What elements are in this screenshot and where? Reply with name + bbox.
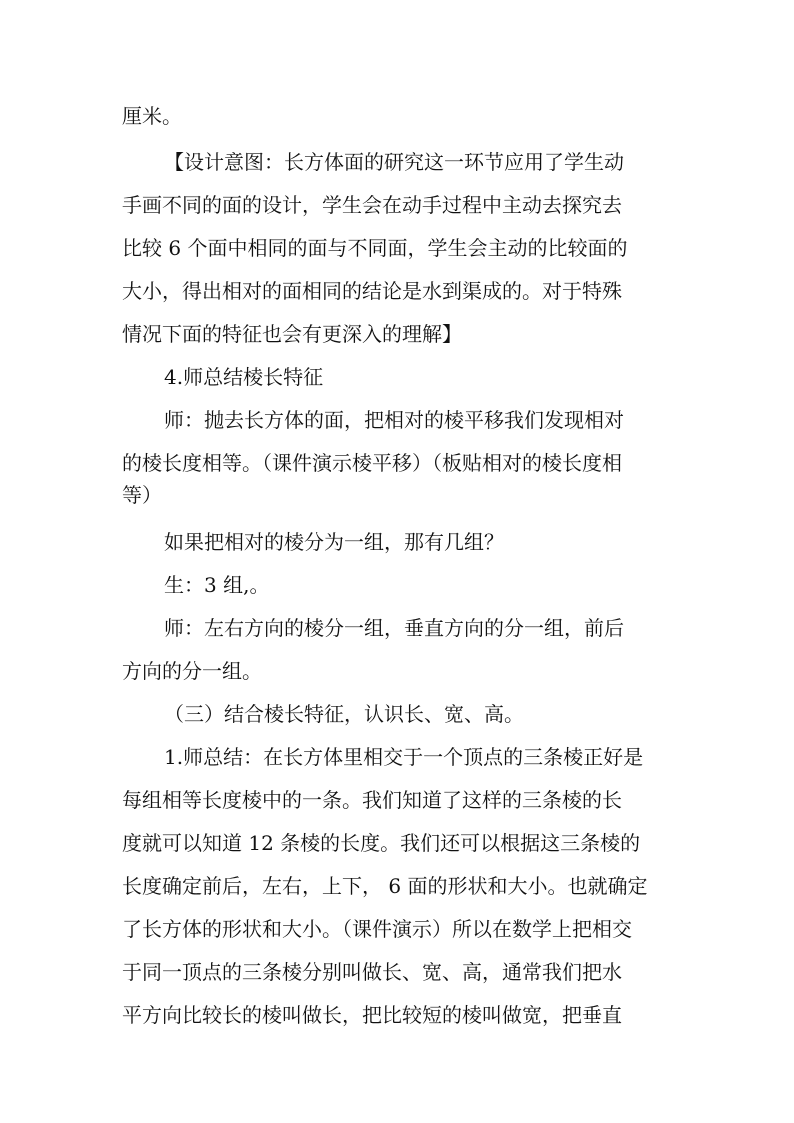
text-line: 比较 6 个面中相同的面与不同面，学生会主动的比较面的 bbox=[122, 236, 628, 260]
text-line: 方向的分一组。 bbox=[122, 659, 262, 683]
text-line: 1.师总结：在长方体里相交于一个顶点的三条棱正好是 bbox=[164, 745, 644, 769]
text-line: 大小，得出相对的面相同的结论是水到渠成的。对于特殊 bbox=[122, 279, 622, 303]
text-line: 生：3 组,。 bbox=[164, 573, 270, 597]
text-line: 师：抛去长方体的面，把相对的棱平移我们发现相对 bbox=[164, 408, 624, 432]
text-line: 情况下面的特征也会有更深入的理解】 bbox=[122, 322, 462, 346]
text-line: （三）结合棱长特征，认识长、宽、高。 bbox=[164, 702, 524, 726]
text-line: 度就可以知道 12 条棱的长度。我们还可以根据这三条棱的 bbox=[122, 831, 641, 855]
text-line: 4.师总结棱长特征 bbox=[164, 365, 324, 389]
text-line: 的棱长度相等。（课件演示棱平移）（板贴相对的棱长度相 bbox=[122, 451, 622, 475]
text-line: 于同一顶点的三条棱分别叫做长、宽、高，通常我们把水 bbox=[122, 960, 622, 984]
text-line: 等） bbox=[122, 483, 162, 507]
text-line: 【设计意图：长方体面的研究这一环节应用了学生动 bbox=[164, 150, 624, 174]
text-line: 如果把相对的棱分为一组，那有几组？ bbox=[164, 530, 504, 554]
text-line: 平方向比较长的棱叫做长，把比较短的棱叫做宽，把垂直 bbox=[122, 1003, 622, 1027]
text-line: 了长方体的形状和大小。（课件演示）所以在数学上把相交 bbox=[122, 917, 632, 941]
text-line: 长度确定前后，左右，上下， 6 面的形状和大小。也就确定 bbox=[122, 874, 648, 898]
text-line: 每组相等长度棱中的一条。我们知道了这样的三条棱的长 bbox=[122, 788, 622, 812]
text-line: 厘米。 bbox=[122, 104, 182, 128]
text-line: 师：左右方向的棱分一组，垂直方向的分一组，前后 bbox=[164, 616, 624, 640]
text-line: 手画不同的面的设计，学生会在动手过程中主动去探究去 bbox=[122, 193, 622, 217]
